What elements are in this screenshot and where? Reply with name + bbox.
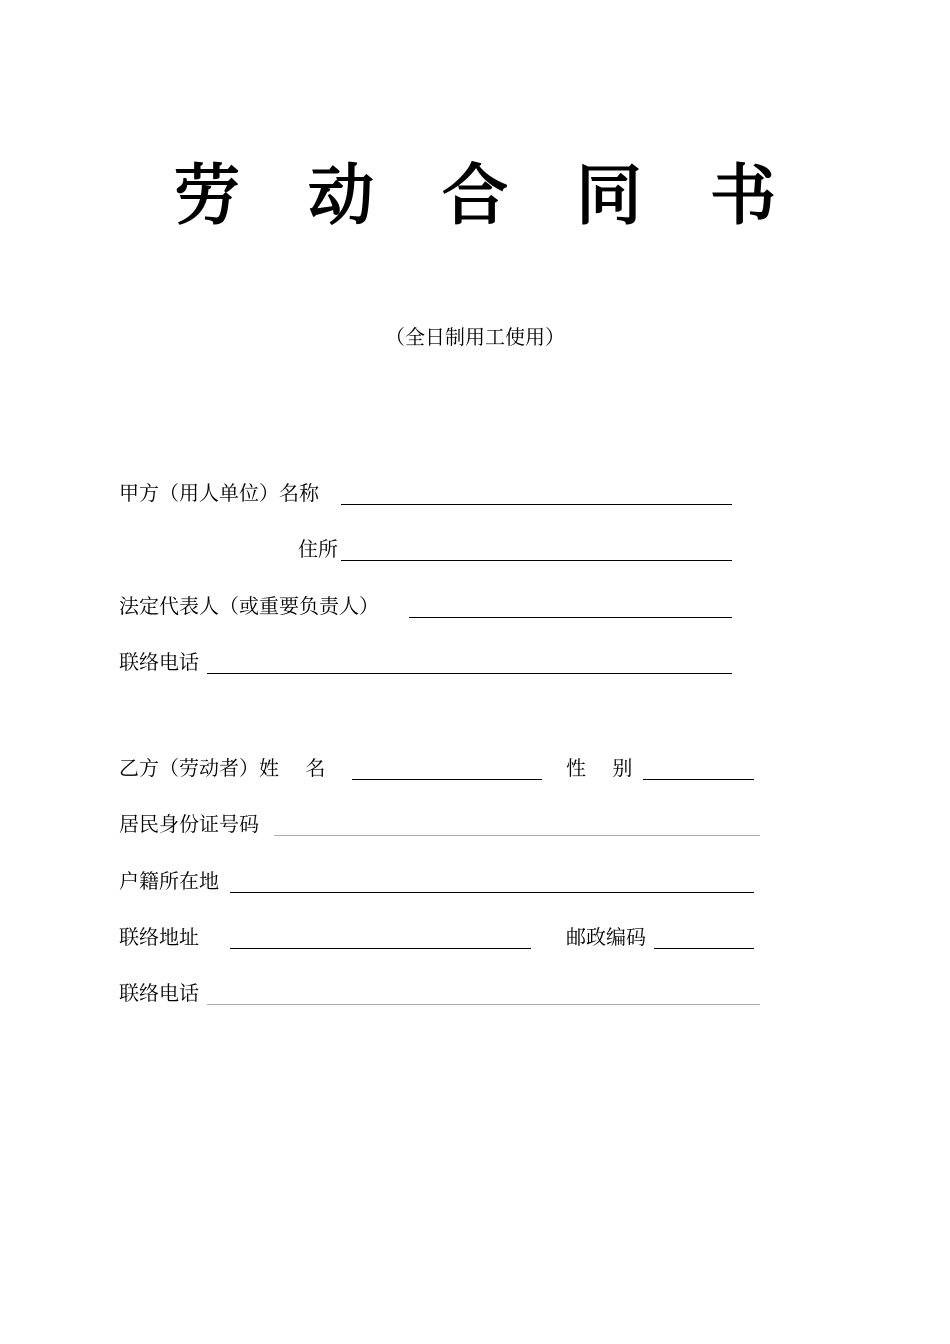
party-a-address-field[interactable] xyxy=(341,560,732,561)
document-subtitle: （全日制用工使用） xyxy=(385,325,565,349)
party-b-address-label: 联络地址 xyxy=(119,925,199,949)
title-char: 同 xyxy=(576,156,642,234)
party-a-legal-rep-field[interactable] xyxy=(409,617,732,618)
party-a-phone-field[interactable] xyxy=(207,673,732,674)
party-a-legal-rep-label: 法定代表人（或重要负责人） xyxy=(119,594,379,618)
party-b-id-field[interactable] xyxy=(274,835,760,836)
party-b-address-field[interactable] xyxy=(230,948,531,949)
party-b-household-field[interactable] xyxy=(230,892,754,893)
party-a-name-field[interactable] xyxy=(341,504,732,505)
title-char: 合 xyxy=(442,156,508,234)
party-b-postcode-label: 邮政编码 xyxy=(566,925,646,949)
party-b-phone-label: 联络电话 xyxy=(119,981,199,1005)
title-char: 劳 xyxy=(174,156,240,234)
party-b-household-label: 户籍所在地 xyxy=(119,869,219,893)
party-a-address-label: 住所 xyxy=(298,537,338,561)
title-char: 书 xyxy=(710,156,776,234)
party-b-name-field[interactable] xyxy=(352,779,542,780)
document-title xyxy=(0,150,950,240)
party-b-name-label: 乙方（劳动者）姓 名 xyxy=(119,756,326,780)
party-b-phone-field[interactable] xyxy=(207,1004,760,1005)
party-b-gender-label: 性 别 xyxy=(566,756,633,780)
title-char: 动 xyxy=(308,156,374,234)
party-a-phone-label: 联络电话 xyxy=(119,650,199,674)
party-a-name-label: 甲方（用人单位）名称 xyxy=(119,481,319,505)
party-b-id-label: 居民身份证号码 xyxy=(119,812,259,836)
party-b-gender-field[interactable] xyxy=(643,779,754,780)
party-b-postcode-field[interactable] xyxy=(654,948,754,949)
